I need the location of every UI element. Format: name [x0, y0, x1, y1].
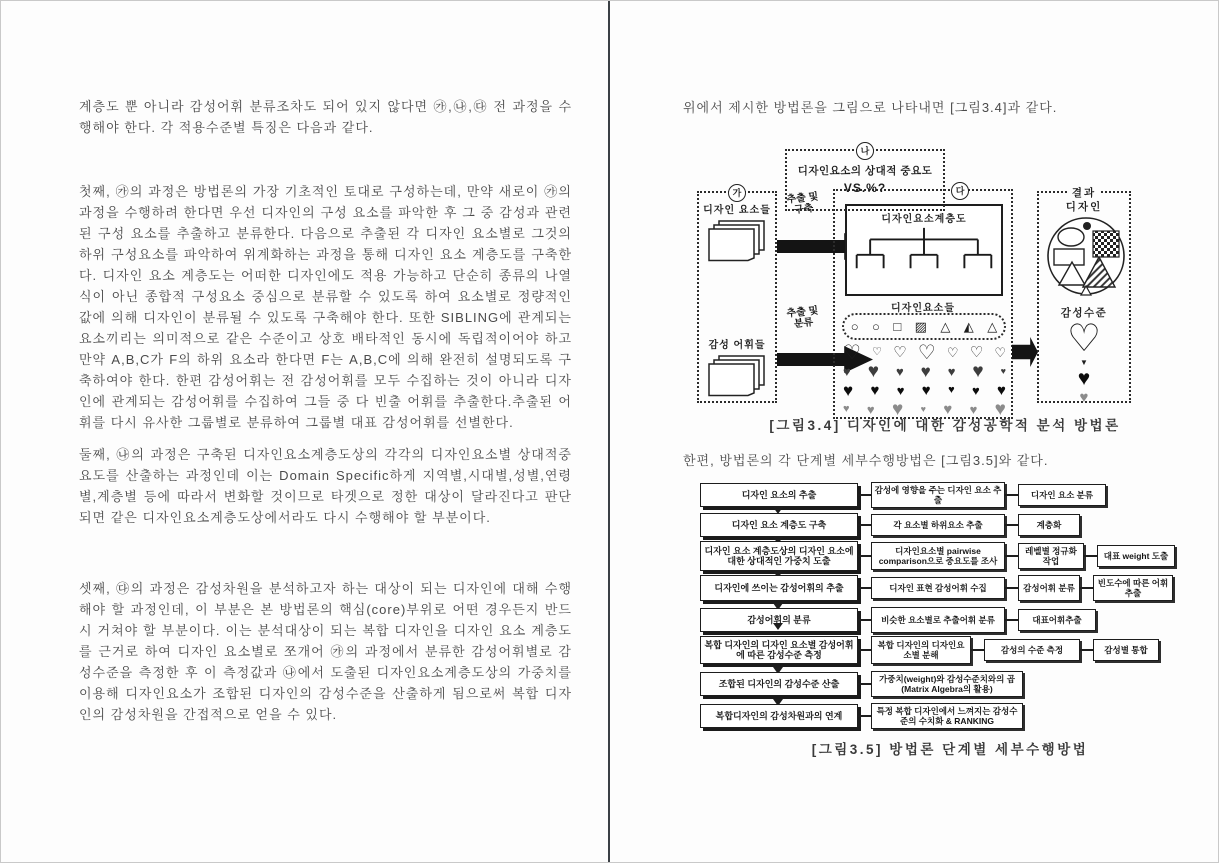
composite-design-icon	[1044, 215, 1128, 301]
connector-line	[971, 649, 984, 651]
shape-circle-icon: ○	[872, 319, 880, 334]
connector-line	[858, 587, 871, 589]
heart-icon: ♥	[969, 402, 978, 417]
detail-box: 각 요소별 하위요소 추출	[871, 514, 1005, 536]
heart-icon: ♥	[1077, 367, 1091, 390]
connector-line	[1005, 587, 1018, 589]
shape-square-icon: □	[893, 319, 902, 334]
detail-box: 감성어휘 분류	[1018, 575, 1080, 601]
heart-icon: ♡	[1066, 318, 1102, 360]
connector-line	[1005, 619, 1018, 621]
extract-classify-label: 추출 및 분류	[786, 305, 819, 330]
tree-diagram	[849, 227, 999, 275]
step-box: 디자인 요소 계층도상의 디자인 요소에 대한 상대적인 가중치 도출	[700, 541, 858, 571]
detail-box: 특정 복합 디자인에서 느껴지는 감성수준의 수치화 & RANKING	[871, 703, 1023, 729]
sensibility-words-label: 감성 어휘들	[708, 340, 766, 351]
connector-line	[858, 649, 871, 651]
detail-box: 계층화	[1018, 514, 1080, 536]
heart-icon: ♥	[972, 361, 984, 382]
sensibility-level-stack	[1039, 319, 1129, 405]
detail-box: 레벨별 정규화 작업	[1018, 543, 1084, 569]
shape-triangle-icon: △	[940, 318, 951, 334]
connector-line	[858, 524, 871, 526]
detail-box: 감성에 영향을 주는 디자인 요소 추출	[871, 482, 1005, 508]
heart-icon: ♥	[870, 382, 880, 399]
heart-icon: ♥	[943, 401, 953, 418]
heart-icon: ♥	[1079, 389, 1089, 406]
detail-box: 가중치(weight)와 감성수준치와의 곱(Matrix Algebra의 활용)	[871, 671, 1023, 697]
connector-line	[1080, 649, 1093, 651]
relative-importance-box	[785, 146, 945, 211]
step-box: 디자인에 쓰이는 감성어휘의 추출	[700, 575, 858, 601]
design-elements-row-label: 디자인요소들	[891, 303, 955, 314]
heart-icon: ♥	[948, 384, 955, 396]
heart-row-checkered	[841, 362, 1008, 381]
detail-box: 빈도수에 따른 어휘추출	[1093, 575, 1173, 601]
heart-icon: ♡	[917, 341, 936, 364]
step-box: 조합된 디자인의 감성수준 산출	[700, 672, 858, 696]
detail-box: 비슷한 요소별로 추출어휘 분류	[871, 607, 1005, 633]
heart-icon: ♥	[920, 362, 931, 381]
arrow-right-icon	[1012, 337, 1038, 367]
connector-line	[858, 683, 871, 685]
heart-icon: ♥	[896, 383, 905, 398]
flow-row	[630, 703, 1023, 729]
heart-icon: ♥	[920, 404, 926, 414]
connector-line	[1005, 524, 1018, 526]
page-left	[1, 1, 608, 863]
chevron-down-icon: ▼	[1080, 358, 1088, 367]
design-elements-label: 디자인 요소들	[703, 205, 771, 216]
result-label: 결과	[1068, 185, 1100, 200]
connector-line	[1084, 555, 1097, 557]
flow-row	[630, 671, 1023, 697]
connector-line	[1005, 494, 1018, 496]
hierarchy-title: 디자인요소계층도	[881, 214, 967, 225]
paragraph: 셋째, ㉰의 과정은 감성차원을 분석하고자 하는 대상이 되는 디자인에 대해 수행해야 할 과정인데, 이 부분은 본 방법론의 핵심(core)부위로 어떤 경우든지 반드시 거쳐야 할 부분이다. 이는 분석대상이 되는 복합 디자인을 디자인 요소 계층도를 근거로 하여 디자인 요소별로 쪼개어 ㉮의 과정에서 분류한 감성어휘별로 감성수준을 측정한 후 이 측정값과 ㉯에서 도출된 디자인요소계층도상의 가중치를 이용해 디자인요소가 조합된 디자인의 감성수준을 산출하게 됨으로써 복합 디자인의 감성차원을 간접적으로 얻을 수 있다.	[79, 581, 572, 722]
relative-importance-label: 디자인요소의 상대적 중요도	[797, 165, 933, 177]
document-stack-icon	[708, 220, 766, 262]
heart-icon: ♥	[866, 402, 875, 417]
heart-icon: ♥	[921, 382, 931, 399]
flow-row	[630, 636, 1159, 664]
paragraph: 첫째, ㉮의 과정은 방법론의 가장 기초적인 토대로 구성하는데, 만약 새로이 ㉮의 과정을 수행하려 한다면 우선 디자인의 구성 요소를 파악한 후 그 중 감성과 관련된 구성 요소를 추출하고 분류한다. 다음으로 추출된 각 디자인 요소별로 그것의 하위 구성요소를 파악하여 위계화하는 과정을 통해 디자인 요소 계층도를 구축한다. 디자인 요소 계층도는 어떠한 디자인에도 적용 가능하고 단순히 종류의 나열식이 아닌 종합적 구성요소 중심으로 분류할 수 있도록 하여 요소별로 정량적인 값에 의해 디자인이 분류될 수 있도록 구축해야 한다. 또한 SIBLING에 관계되는 요소끼리는 의미적으로 같은 수준이고 상호 배타적인 동시에 독립적이어야 하고 만약 A,B,C가 F의 하위 요소라 한다면 F는 A,B,C에 의해 완전히 설명되도록 구축하여야 한다. 한편 감성어휘는 전 감성어휘를 모두 수집하는 것이 아니라 디자인에 관계되는 감성어휘를 수집하여 그들 중 다 빈출 어휘를 추출한다.추출된 어휘를 다시 유사한 그룹별로 분류하여 그룹별 대표 감성어휘를 선별한다.	[79, 184, 572, 430]
connector-line	[1080, 587, 1093, 589]
connector-line	[1005, 555, 1018, 557]
step-box: 디자인 요소 계층도 구축	[700, 513, 858, 537]
design-elements-stack	[699, 201, 775, 262]
detail-box: 감성의 수준 측정	[984, 639, 1080, 661]
shape-checkered-square-icon: ▨	[914, 318, 927, 334]
result-design-box	[1037, 187, 1131, 406]
heart-icon: ♥	[997, 382, 1006, 399]
connector-line	[858, 619, 871, 621]
connector-line	[858, 715, 871, 717]
flow-row	[630, 513, 1080, 537]
heart-icon: ♥	[1000, 366, 1006, 376]
flow-row	[630, 575, 1173, 601]
extract-build-label: 추출 및 구축	[786, 191, 819, 216]
page-right	[610, 1, 1219, 863]
connector-line	[858, 494, 871, 496]
sensibility-hearts-grid	[841, 343, 1008, 419]
step-box: 복합 디자인의 디자인 요소별 감성어휘에 따른 감성수준 측정	[700, 636, 858, 664]
heart-icon: ♡	[946, 345, 959, 360]
heart-icon: ♡	[893, 344, 907, 361]
heart-row-outline	[841, 343, 1008, 362]
heart-icon: ♥	[895, 364, 904, 379]
figure-3-4	[685, 139, 1147, 421]
sensibility-words-stack	[699, 336, 775, 397]
step-box: 감성어휘의 분류	[700, 608, 858, 632]
heart-icon: ♥	[843, 364, 851, 379]
shape-circle-icon: ○	[850, 319, 859, 334]
detail-box: 디자인요소별 pairwise comparison으로 중요도를 조사	[871, 542, 1005, 570]
flow-row	[630, 482, 1106, 508]
heart-icon: ♥	[947, 364, 956, 379]
step-box: 복합디자인의 감성차원과의 연계	[700, 704, 858, 728]
heart-icon: ♡	[872, 346, 882, 358]
detail-box: 복합 디자인의 디자인요소별 분해	[871, 636, 971, 664]
badge-da: 다	[951, 182, 969, 200]
heart-icon: ♡	[994, 345, 1006, 360]
paragraph: 계층도 뿐 아니라 감성어휘 분류조차도 되어 있지 않다면 ㉮,㉯,㉰ 전 과정을 수행해야 한다. 각 적용수준별 특징은 다음과 같다.	[79, 99, 572, 135]
hierarchy-box	[845, 204, 1003, 296]
detail-box: 디자인 표현 감성어휘 수집	[871, 577, 1005, 599]
badge-na: 나	[856, 142, 874, 160]
heart-icon: ♥	[971, 383, 980, 398]
heart-icon: ♥	[891, 399, 904, 420]
heart-icon: ♡	[969, 344, 984, 361]
detail-box: 대표어휘추출	[1018, 609, 1096, 631]
flow-row	[630, 607, 1096, 633]
detail-box: 대표 weight 도출	[1097, 545, 1175, 567]
arrow-down-icon	[773, 623, 783, 630]
badge-ga: 가	[728, 184, 746, 202]
heart-icon: ♥	[843, 403, 850, 415]
connector-line	[858, 555, 871, 557]
figure-3-4-caption: [그림3.4] 디자인에 대한 감성공학적 분석 방법론	[769, 418, 1121, 433]
vs-percent-label: VS.%?	[843, 181, 887, 195]
detail-box: 감성별 통합	[1093, 639, 1159, 661]
detail-box: 디자인 요소 분류	[1018, 484, 1106, 506]
heart-icon: ♥	[843, 381, 854, 400]
heart-row-solid	[841, 381, 1008, 400]
design-elements-shape-row	[842, 313, 1006, 340]
shape-hatched-triangle-icon: ◭	[963, 318, 974, 334]
flow-row	[630, 541, 1175, 571]
shape-triangle-icon: △	[987, 318, 998, 334]
paragraph: 둘째, ㉯의 과정은 구축된 디자인요소계층도상의 각각의 디자인요소별 상대적중요도를 산출하는 과정인데 이는 Domain Specific하게 지역별,시대별,성별,연령별,계층별 등에 따라서 변화할 것이므로 타겟으로 정한 대상이 달라진다고 판단되면 같은 디자인요소계층도상에서라도 다시 수행해야 할 부분이다.	[79, 447, 572, 525]
heart-icon: ♥	[867, 361, 879, 382]
figure-3-5-caption: [그림3.5] 방법론 단계별 세부수행방법	[811, 742, 1089, 757]
heart-icon: ♥	[994, 399, 1006, 420]
inputs-box	[697, 188, 777, 403]
mid-text: 한편, 방법론의 각 단계별 세부수행방법은 [그림3.5]와 같다.	[683, 453, 1049, 468]
figure-3-5	[630, 479, 1200, 731]
result-design-label: 디자인	[1065, 201, 1103, 213]
step-box: 디자인 요소의 추출	[700, 483, 858, 507]
sensibility-level-label: 감성수준	[1060, 307, 1108, 319]
heart-icon: ♡	[843, 341, 861, 364]
intro-text: 위에서 제시한 방법론을 그림으로 나타내면 [그림3.4]과 같다.	[683, 100, 1058, 115]
document-stack-icon	[708, 355, 766, 397]
